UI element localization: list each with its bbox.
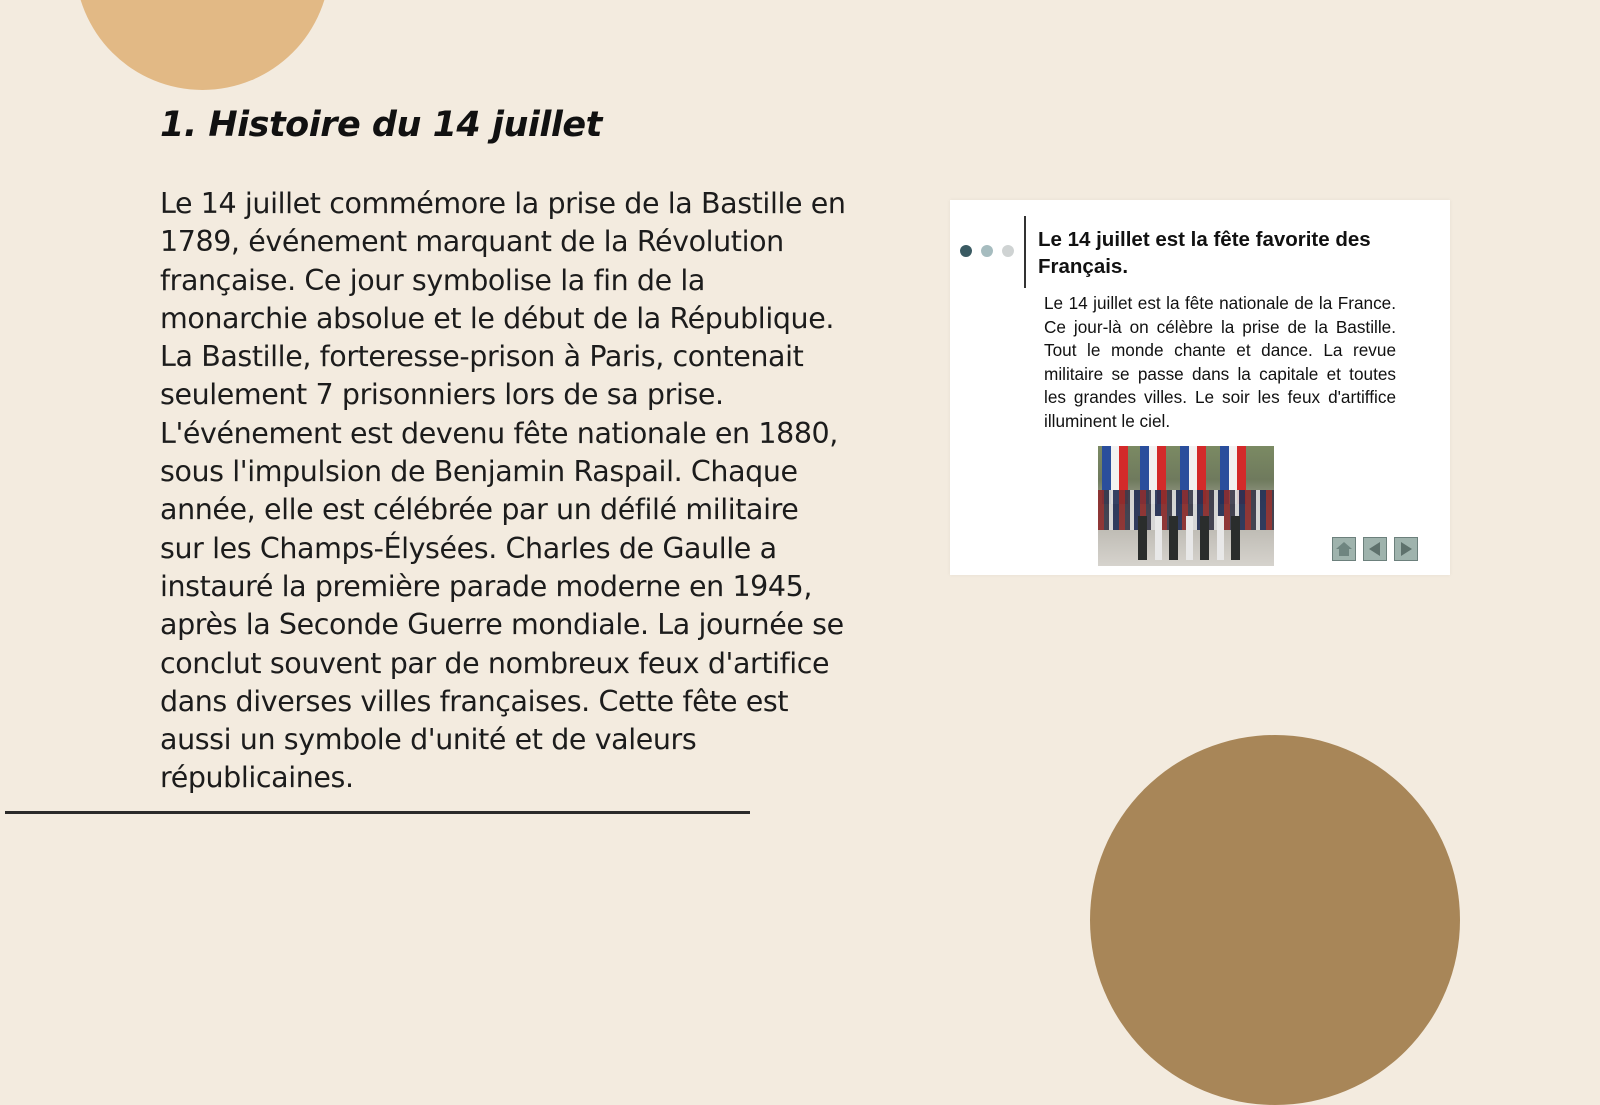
home-button[interactable] — [1332, 537, 1356, 561]
card-title: Le 14 juillet est la fête favorite des Français. — [1038, 228, 1371, 278]
dot-light — [1002, 245, 1014, 257]
slide-body-text: Le 14 juillet commémore la prise de la Bastille en 1789, événement marquant de la Révolution française. Ce jour symbolise la fin de la monarchie absolue et le début de la République. La Bastille, forteresse-prison à Paris, contenait seulement 7 prisonniers lors de sa prise. L'événement est devenu fête nationale en 1880, sous l'impulsion de Benjamin Raspail. Chaque année, elle est célébrée par un défilé militaire sur les Champs-Élysées. Charles de Gaulle a instauré la première parade moderne en 1945, après la Seconde Guerre mondiale. La journée se conclut souvent par de nombreux feux d'artifice dans diverses villes françaises. Cette fête est aussi un symbole d'unité et de valeurs républicaines. — [160, 187, 846, 795]
previous-button[interactable] — [1363, 537, 1387, 561]
dot-medium — [981, 245, 993, 257]
dot-dark — [960, 245, 972, 257]
home-icon — [1333, 538, 1355, 560]
horizontal-rule — [5, 811, 750, 814]
decorative-dots — [960, 245, 1014, 257]
parade-photo — [1098, 446, 1274, 566]
card-text: Le 14 juillet est la fête nationale de la France. Ce jour-là on célèbre la prise de la Bastille. Tout le monde chante et dance. La revue militaire se passe dans la capitale et toutes les grandes villes. Le soir les feux d'artiffice illuminent le ciel. — [1044, 293, 1396, 431]
decorative-circle-top — [75, 0, 330, 90]
vertical-divider — [1024, 216, 1026, 288]
next-icon — [1395, 538, 1417, 560]
previous-icon — [1364, 538, 1386, 560]
marchers-image — [1138, 516, 1248, 560]
decorative-circle-bottom — [1090, 735, 1460, 1105]
embedded-slide-card — [950, 200, 1450, 575]
slide-title: 1. Histoire du 14 juillet — [160, 105, 602, 145]
next-button[interactable] — [1394, 537, 1418, 561]
